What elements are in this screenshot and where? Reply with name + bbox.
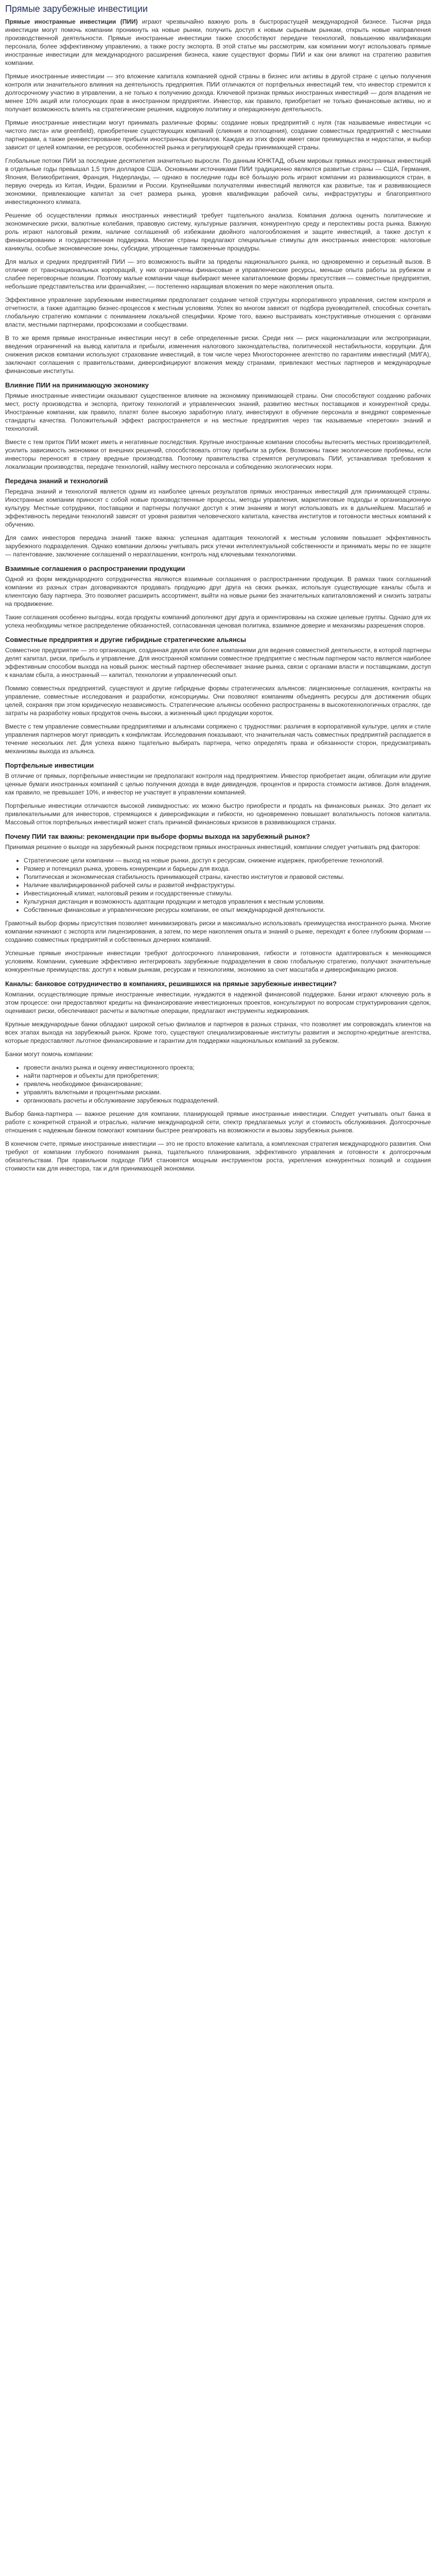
factor-list — [5, 856, 431, 914]
article — [0, 0, 436, 1183]
section-heading: Передача знаний и технологий — [5, 477, 108, 485]
paragraph: Для малых и средних предприятий ПИИ — это возможность выйти за пределы национального рынка, но одновременно и серьезный вызов. В отличие от транснациональных корпораций, у них ограничены финансовые и управленческие ресурсы, меньше опыта работы за рубежом и слабее переговорные позиции. Поэтому малые компании чаще выбирают менее капиталоемкие формы присутствия — совместные предприятия, небольшие представительства или франчайзинг, — постепенно наращивая вложения по мере накопления опыта. — [5, 258, 431, 290]
list-item: • найти партнеров и объекты для приобретения; — [24, 1072, 431, 1080]
paragraph: Передача знаний и технологий является одним из наиболее ценных результатов прямых иностранных инвестиций для принимающей страны. Иностранные компании приносят с собой новые производственные процессы, методы управления, маркетинговые подходы и организационную культуру. Местные сотрудники, поставщики и партнеры получают доступ к этим знаниям и могут использовать их в дальнейшем. Масштаб и эффективность передачи технологий зависят от уровня развития человеческого капитала, качества институтов и готовности местных компаний к обучению. — [5, 488, 431, 528]
paragraph: Глобальные потоки ПИИ за последние десятилетия значительно выросли. По данным ЮНКТАД, объем мировых прямых иностранных инвестиций в отдельные годы превышал 1,5 трлн долларов США. Основными источниками ПИИ традиционно являются развитые страны — США, Германия, Япония, Великобритания, Франция, Нидерланды, — однако в последние годы всё большую роль играют компании из развивающихся стран, в первую очередь из Китая, Индии, Бразилии и России. Крупнейшими получателями инвестиций являются как развитые, так и развивающиеся экономики, привлекающие капитал за счет размера рынка, уровня квалификации рабочей силы, инфраструктуры и благоприятного инвестиционного климата. — [5, 157, 431, 206]
paragraph: Крупные международные банки обладают широкой сетью филиалов и партнеров в разных странах, что позволяет им сопровождать клиентов на всех этапах выхода на зарубежный рынок. Кроме того, существуют специализированные институты развития и экспортно-кредитные агентства, которые предоставляют льготное финансирование и гарантии для поддержки национальных компаний за рубежом. — [5, 1021, 431, 1044]
section-heading: Каналы: банковое сотрудничество в компаниях, решившихся на прямые зарубежные инвестиции? — [5, 980, 337, 988]
list-item: • организовать расчеты и обслуживание зарубежных подразделений. — [24, 1096, 431, 1105]
page-title: Прямые зарубежные инвестиции — [5, 4, 148, 14]
section-fdi-impact — [5, 381, 431, 471]
intro-paragraph — [5, 18, 431, 67]
paragraph: Банки могут помочь компании: — [5, 1050, 94, 1058]
section-heading: Взаимные соглашения о распространении продукции — [5, 565, 185, 572]
paragraph: Совместное предприятие — это организация, созданная двумя или более компаниями для ведения совместной деятельности, в которой партнеры делят капитал, риски, прибыль и управление. Для иностранной компании совместное предприятие с местным партнером часто является наиболее эффективным способом выхода на новый рынок: местный партнер обеспечивает знание рынка, связи с органами власти и поставщиками, доступ к каналам сбыта, а иностранный — капитал, технологии и управленческий опыт. — [5, 647, 431, 679]
list-item: • Политическая и экономическая стабильность принимающей страны, качество институтов и правовой системы. — [24, 873, 431, 881]
paragraph: Успешные прямые иностранные инвестиции требуют долгосрочного планирования, гибкости и готовности адаптироваться к меняющимся условиям. Компании, сумевшие эффективно интегрировать зарубежные подразделения в свою глобальную стратегию, получают значительные конкурентные преимущества: доступ к новым рынкам, ресурсам и технологиям, экономию за счет масштаба и диверсификацию рисков. — [5, 950, 431, 973]
paragraph: Прямые иностранные инвестиции оказывают существенное влияние на экономику принимающей страны. Они способствуют созданию рабочих мест, росту производства и экспорта, притоку технологий и управленческих знаний, развитию местных поставщиков и конкурентной среды. Иностранные компании, как правило, платят более высокую заработную плату, инвестируют в обучение персонала и внедряют современные стандарты качества. Положительный эффект распространяется и на местные предприятия через так называемые «перетоки» знаний и технологий. — [5, 392, 431, 432]
intro-lead: Прямые иностранные инвестиции (ПИИ) — [5, 18, 138, 25]
list-item: • привлечь необходимое финансирование; — [24, 1080, 431, 1088]
paragraph: Одной из форм международного сотрудничества являются взаимные соглашения о распространении продукции. В рамках таких соглашений компании из разных стран договариваются продавать продукцию друг друга на своих рынках, используя существующие каналы сбыта и клиентскую базу партнера. Это позволяет расширить ассортимент, выйти на новые рынки без значительных капиталовложений и снизить затраты на продвижение. — [5, 575, 431, 607]
section-why-fdi — [5, 833, 431, 974]
paragraph: Решение об осуществлении прямых иностранных инвестиций требует тщательного анализа. Компания должна оценить политические и экономические риски, валютные колебания, правовую систему, культурные различия, конкурентную среду и перспективы роста рынка. Важную роль играют налоговый режим, наличие соглашений об избежании двойного налогообложения и защите инвестиций, а также доступ к финансированию и государственная поддержка. Многие страны предлагают специальные стимулы для иностранных инвесторов: налоговые каникулы, особые экономические зоны, субсидии, упрощенные таможенные процедуры. — [5, 212, 431, 252]
paragraph: Прямые иностранные инвестиции — это вложение капитала компанией одной страны в бизнес или активы в другой стране с целью получения контроля или значительного влияния на деятельность предприятия. ПИИ отличаются от портфельных инвестиций тем, что инвестор стремится к долгосрочному участию в управлении, а не только к получению дохода. Ключевой признак прямых иностранных инвестиций — доля владения не менее 10% акций или голосующих прав в иностранном предприятии. Инвестор, как правило, приобретает не только финансовые активы, но и получает возможность влиять на стратегические решения, кадровую политику и операционную деятельность. — [5, 73, 431, 113]
paragraph: В конечном счете, прямые иностранные инвестиции — это не просто вложение капитала, а комплексная стратегия международного развития. Они требуют от компании глубокого понимания рынка, тщательного планирования, эффективного управления и готовности к долгосрочным обязательствам. При правильном подходе ПИИ становятся мощным инструментом роста, укрепления конкурентных позиций и создания стоимости как для инвестора, так и для принимающей экономики. — [5, 1140, 431, 1172]
paragraph: Портфельные инвестиции отличаются высокой ликвидностью: их можно быстро приобрести и продать на финансовых рынках. Это делает их привлекательными для инвесторов, стремящихся к диверсификации и гибкости, но одновременно повышает волатильность потоков капитала. Массовый отток портфельных инвестиций может стать причиной финансовых кризисов в развивающихся странах. — [5, 802, 431, 826]
paragraph: Принимая решение о выходе на зарубежный рынок посредством прямых иностранных инвестиций, компании следует учитывать ряд факторов: — [5, 843, 421, 851]
paragraph: В отличие от прямых, портфельные инвестиции не предполагают контроля над предприятием. Инвестор приобретает акции, облигации или другие ценные бумаги иностранных компаний с целью получения дохода в виде дивидендов, процентов и прироста стоимости активов. Доля владения, как правило, не превышает 10%, и инвестор не участвует в управлении компанией. — [5, 772, 431, 796]
list-item: • Собственные финансовые и управленческие ресурсы компании, ее опыт международной деятельности. — [24, 906, 431, 914]
intro-text: играют чрезвычайно важную роль в быстрорастущей международной бизнесе. Тысячи ряда инвестиции могут помочь компании проникнуть на новые рынки, получить доступ к новым сырьевым рынкам, открыть новые направления производственной деятельности. Прямые иностранные инвестиции также способствуют передаче технологий, повышению квалификации персонала, более эффективному управлению, а также росту экспорта. В этой статье мы рассмотрим, как компании могут использовать прямые иностранные инвестиции для международного расширения бизнеса, какие существуют формы ПИИ и как они влияют на стратегию развития компании. — [5, 18, 431, 66]
paragraph: В то же время прямые иностранные инвестиции несут в себе определенные риски. Среди них — риск национализации или экспроприации, введения ограничений на вывод капитала и прибыли, изменения налогового законодательства, политической нестабильности, коррупции. Для снижения рисков компании используют страхование инвестиций, в том числе через Многостороннее агентство по гарантиям инвестиций (МИГА), заключают соглашения с правительствами, диверсифицируют вложения между странами, привлекают местных партнеров и международные финансовые институты. — [5, 334, 431, 375]
list-item: • Стратегические цели компании — выход на новые рынки, доступ к ресурсам, снижение издержек, приобретение технологий. — [24, 856, 431, 865]
bank-services-list — [5, 1063, 431, 1105]
section-knowledge-transfer — [5, 477, 431, 558]
section-portfolio-investments — [5, 761, 431, 826]
section-heading: Совместные предприятия и другие гибридные стратегические альянсы — [5, 636, 247, 643]
paragraph: Для самих инвесторов передача знаний также важна: успешная адаптация технологий к местным условиям повышает эффективность зарубежного подразделения. Однако компании должны учитывать риск утечки интеллектуальной собственности и принимать меры по ее защите — патентование, заключение соглашений о неразглашении, контроль над ключевыми технологиями. — [5, 534, 431, 558]
paragraph: Вместе с тем управление совместными предприятиями и альянсами сопряжено с трудностями: различия в корпоративной культуре, целях и стиле управления партнеров могут приводить к конфликтам. Исследования показывают, что значительная часть совместных предприятий распадается в течение нескольких лет. Для успеха важно тщательно выбирать партнера, четко определять права и обязанности сторон, предусматривать механизмы выхода из альянса. — [5, 723, 431, 755]
section-joint-ventures — [5, 636, 431, 755]
section-heading: Влияние ПИИ на принимающую экономику — [5, 381, 149, 389]
list-item: • провести анализ рынка и оценку инвестиционного проекта; — [24, 1063, 431, 1072]
paragraph: Помимо совместных предприятий, существуют и другие гибридные формы стратегических альянсов: лицензионные соглашения, контракты на управление, совместные исследования и разработки, консорциумы. Они позволяют компаниям объединять ресурсы для достижения общих целей, сохраняя при этом юридическую независимость. Стратегические альянсы особенно распространены в высокотехнологичных отраслях, где затраты на разработку новых продуктов очень высоки, а жизненный цикл продукции короток. — [5, 685, 431, 717]
list-item: • Наличие квалифицированной рабочей силы и развитой инфраструктуры. — [24, 881, 431, 889]
paragraph: Такие соглашения особенно выгодны, когда продукты компаний дополняют друг друга и ориентированы на схожие целевые группы. Однако для их успеха необходимы четкое распределение обязанностей, согласованная ценовая политика, взаимное доверие и механизмы разрешения споров. — [5, 614, 431, 629]
section-heading: Почему ПИИ так важны: рекомендации при выборе формы выхода на зарубежный рынок? — [5, 833, 310, 840]
paragraph: Компании, осуществляющие прямые иностранные инвестиции, нуждаются в надежной финансовой поддержке. Банки играют ключевую роль в этом процессе: они предоставляют кредиты на финансирование инвестиционных проектов, консультируют по вопросам структурирования сделок, оценивают риски, обеспечивают расчеты и валютные операции, предлагают инструменты хеджирования. — [5, 991, 431, 1014]
paragraph: Эффективное управление зарубежными инвестициями предполагает создание четкой структуры корпоративного управления, систем контроля и отчетности, а также адаптацию бизнес-процессов к местным условиям. Успех во многом зависит от подбора руководителей, способных сочетать глобальную стратегию компании с пониманием локальной специфики. Кроме того, важно выстраивать конструктивные отношения с органами власти, местными партнерами, профсоюзами и сообществами. — [5, 296, 431, 328]
section-distribution-agreements — [5, 565, 431, 630]
section-heading: Портфельные инвестиции — [5, 761, 94, 769]
list-item: • Размер и потенциал рынка, уровень конкуренции и барьеры для входа. — [24, 865, 431, 873]
list-item: • Культурная дистанция и возможность адаптации продукции и методов управления к местным условиям. — [24, 897, 431, 906]
list-item: • управлять валютными и процентными рисками. — [24, 1088, 431, 1096]
paragraph: Вместе с тем приток ПИИ может иметь и негативные последствия. Крупные иностранные компании способны вытеснить местных производителей, усилить зависимость экономики от внешних решений, способствовать оттоку прибыли за рубеж. Возможны также экологические проблемы, если инвесторы переносят в страну вредные производства. Поэтому правительства стремятся регулировать ПИИ, устанавливая требования к локализации производства, передаче технологий, найму местного персонала и соблюдению экологических норм. — [5, 438, 431, 470]
section-bank-cooperation — [5, 980, 431, 1173]
paragraph: Прямые иностранные инвестиции могут принимать различные формы: создание новых предприятий с нуля (так называемые инвестиции «с чистого листа» или greenfield), приобретение существующих компаний (слияния и поглощения), создание совместных предприятий с местными партнерами, а также реинвестирование прибыли иностранных филиалов. Каждая из этих форм имеет свои преимущества и недостатки, и выбор зависит от целей компании, ее ресурсов, особенностей рынка и регулирующей среды принимающей страны. — [5, 119, 431, 151]
paragraph: Выбор банка-партнера — важное решение для компании, планирующей прямые иностранные инвестиции. Следует учитывать опыт банка в работе с конкретной страной и отраслью, наличие международной сети, спектр предлагаемых услуг и стоимость обслуживания. Долгосрочные отношения с надежным банком помогают компании быстрее реагировать на возможности и вызовы зарубежных рынков. — [5, 1110, 431, 1134]
paragraph: Грамотный выбор формы присутствия позволяет минимизировать риски и максимально использовать преимущества иностранного рынка. Многие компании начинают с экспорта или лицензирования, а затем, по мере накопления опыта и знаний о рынке, переходят к более глубоким формам — созданию совместных предприятий и собственных дочерних компаний. — [5, 920, 431, 943]
list-item: • Инвестиционный климат, налоговый режим и государственные стимулы. — [24, 889, 431, 897]
